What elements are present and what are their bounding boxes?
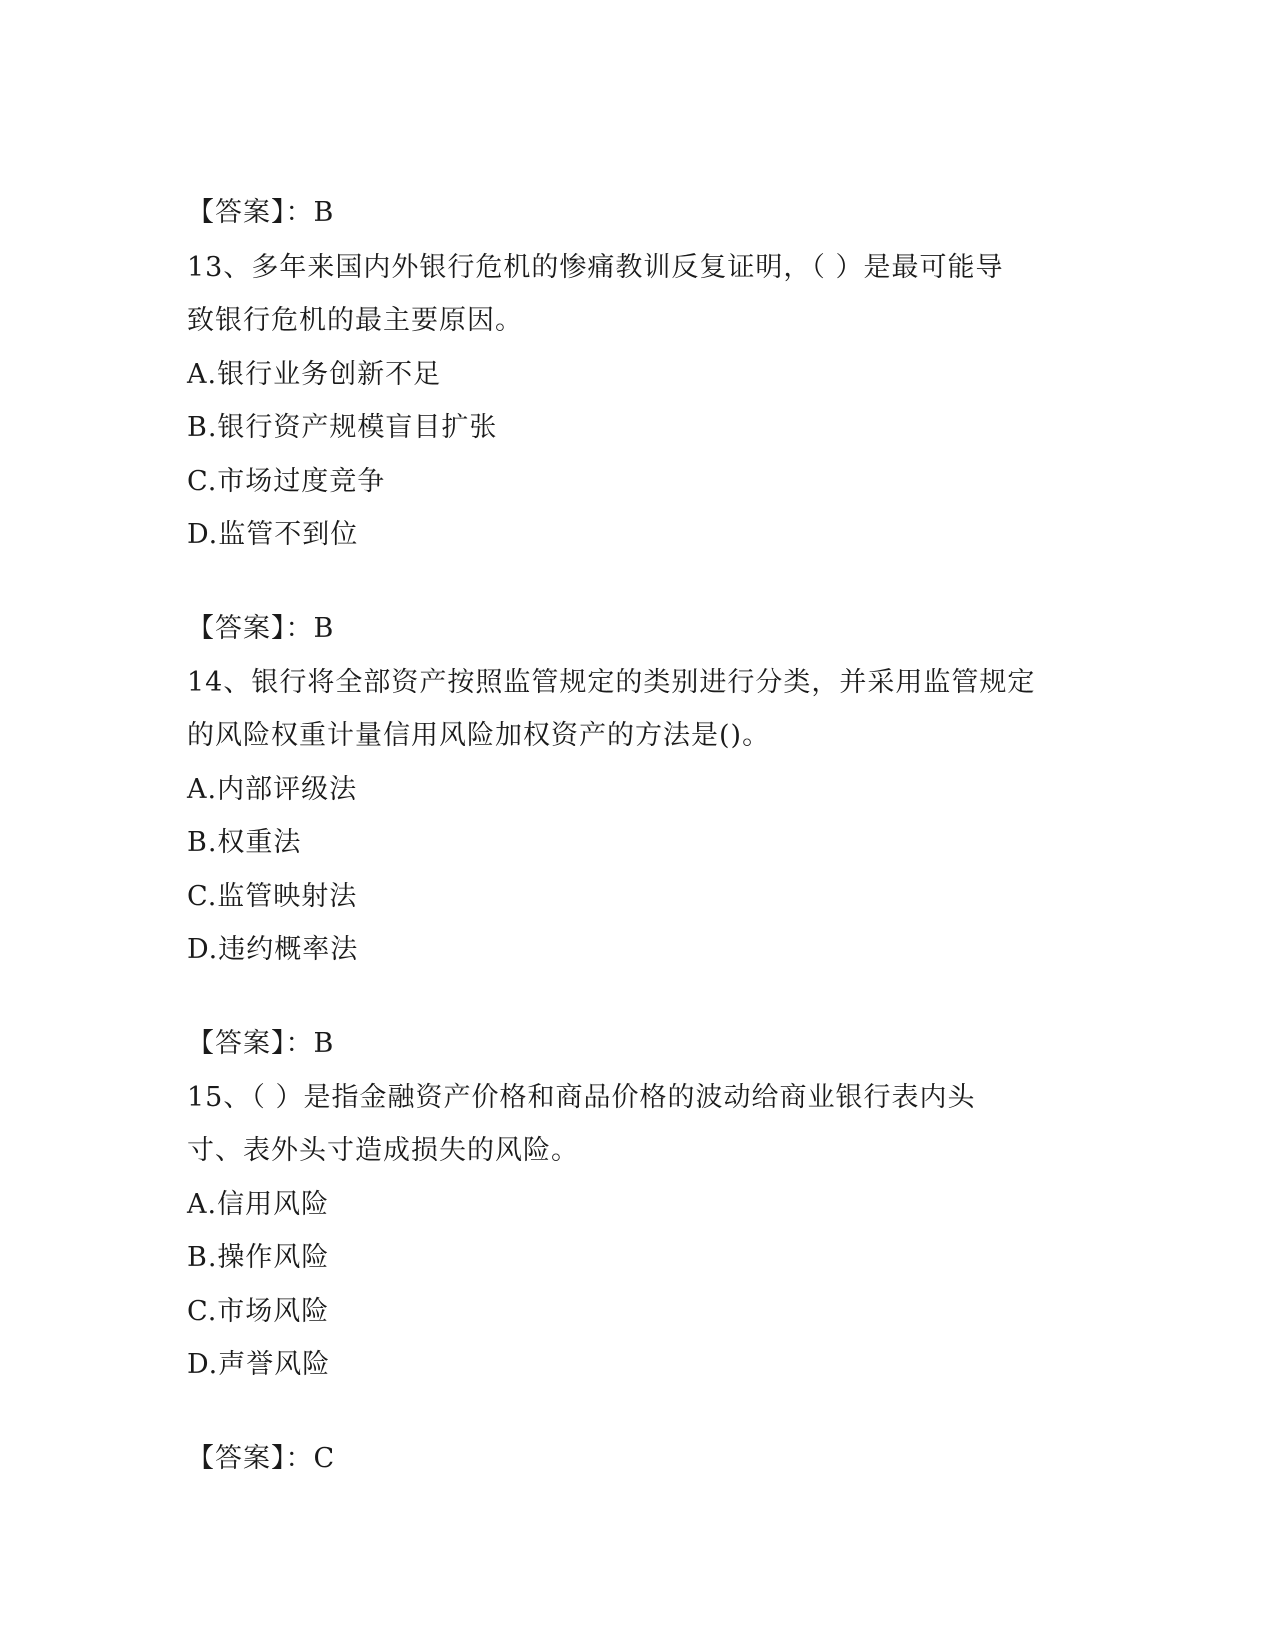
question-13-option-a: A.银行业务创新不足: [187, 359, 442, 390]
question-14-text-cont: 的风险权重计量信用风险加权资产的方法是()。: [187, 720, 771, 751]
question-15-option-c: C.市场风险: [187, 1296, 330, 1327]
question-13-text-cont: 致银行危机的最主要原因。: [187, 305, 523, 336]
question-14-option-b: B.权重法: [187, 827, 302, 858]
question-15-option-d: D.声誉风险: [187, 1349, 331, 1380]
answer-label: 【答案】：B: [187, 197, 335, 228]
question-15-text: 15、（ ）是指金融资产价格和商品价格的波动给商业银行表内头: [187, 1082, 976, 1113]
question-13-option-b: B.银行资产规模盲目扩张: [187, 412, 498, 443]
answer-label: 【答案】：B: [187, 613, 335, 644]
question-15-text-cont: 寸、表外头寸造成损失的风险。: [187, 1135, 579, 1166]
question-13-text: 13、多年来国内外银行危机的惨痛教训反复证明，（ ）是最可能导: [187, 252, 1004, 283]
question-13-option-c: C.市场过度竞争: [187, 466, 386, 497]
question-13-option-d: D.监管不到位: [187, 519, 359, 550]
question-15-option-b: B.操作风险: [187, 1242, 330, 1273]
question-15-option-a: A.信用风险: [187, 1189, 330, 1220]
answer-label: 【答案】：C: [187, 1443, 336, 1474]
question-14-option-d: D.违约概率法: [187, 934, 359, 965]
answer-label: 【答案】：B: [187, 1028, 335, 1059]
question-14-text: 14、银行将全部资产按照监管规定的类别进行分类，并采用监管规定: [187, 667, 1036, 698]
question-14-option-c: C.监管映射法: [187, 881, 358, 912]
question-14-option-a: A.内部评级法: [187, 774, 358, 805]
